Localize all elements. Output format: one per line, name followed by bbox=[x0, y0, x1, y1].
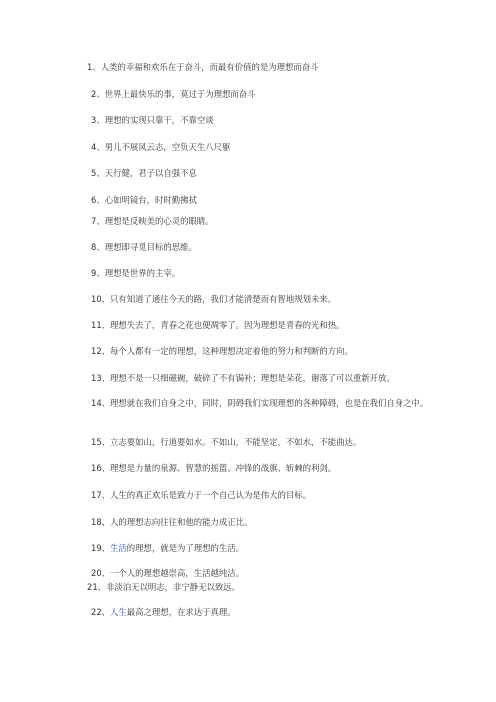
quote-19 bbox=[0, 541, 496, 555]
quote-text: 非淡泊无以明志，非宁静无以致远。 bbox=[106, 582, 241, 592]
quote-22 bbox=[0, 605, 496, 619]
quote-1 bbox=[0, 60, 496, 74]
quote-12 bbox=[0, 344, 496, 358]
quote-text: 每个人都有一定的理想，这种理想决定着他的努力和判断的方向。 bbox=[110, 346, 353, 356]
quote-link[interactable]: 生活 bbox=[110, 543, 127, 553]
quote-number: 15、 bbox=[91, 437, 111, 447]
quote-13 bbox=[0, 371, 496, 385]
quote-4 bbox=[0, 140, 496, 154]
quote-18 bbox=[0, 515, 496, 529]
quote-number: 2、 bbox=[91, 89, 105, 99]
quote-text: 人的理想志向往往和他的能力成正比。 bbox=[110, 517, 253, 527]
quote-text: 世界上最快乐的事，莫过于为理想而奋斗 bbox=[104, 89, 256, 99]
quote-text: 人生的真正欢乐是致力于一个自己认为是伟大的目标。 bbox=[110, 490, 312, 500]
quote-20 bbox=[0, 566, 496, 580]
quote-15 bbox=[0, 435, 496, 449]
quote-text: 理想是世界的主宰。 bbox=[104, 268, 181, 278]
quote-number: 11、 bbox=[91, 320, 111, 330]
quote-number: 6、 bbox=[91, 195, 105, 205]
quote-number: 18、 bbox=[91, 517, 111, 527]
quote-number: 13、 bbox=[91, 373, 111, 383]
quote-11 bbox=[0, 318, 496, 332]
quote-16 bbox=[0, 461, 496, 475]
quote-2 bbox=[0, 87, 496, 101]
quote-text: 最高之理想，在求达于真理。 bbox=[126, 607, 236, 617]
quote-number: 16、 bbox=[91, 463, 111, 473]
quote-text: 理想是力量的泉源、智慧的摇篮、冲锋的战旗、斩棘的利剑。 bbox=[110, 463, 337, 473]
quote-7 bbox=[0, 214, 496, 228]
quote-number: 10、 bbox=[91, 294, 111, 304]
quote-text: 立志要如山，行道要如水。不如山，不能坚定，不如水，不能曲达。 bbox=[110, 437, 362, 447]
quote-text: 人类的幸福和欢乐在于奋斗，而最有价值的是为理想而奋斗 bbox=[100, 62, 319, 72]
quote-3 bbox=[0, 113, 496, 127]
quote-number: 22、 bbox=[91, 607, 111, 617]
quote-number: 4、 bbox=[91, 142, 105, 152]
quote-text: 心如明镜台，时时勤拂拭 bbox=[104, 195, 197, 205]
quote-link[interactable]: 人生 bbox=[110, 607, 127, 617]
quote-6 bbox=[0, 193, 496, 207]
quote-number: 19、 bbox=[91, 543, 111, 553]
quote-text: 天行健，君子以自强不息 bbox=[104, 168, 197, 178]
quote-14 bbox=[72, 397, 482, 410]
quote-number: 1、 bbox=[87, 62, 101, 72]
quote-number: 17、 bbox=[91, 490, 111, 500]
quote-number: 21、 bbox=[87, 582, 107, 592]
quote-text: 理想是反映美的心灵的眼睛。 bbox=[104, 216, 214, 226]
quote-8 bbox=[0, 240, 496, 254]
quote-number: 14、 bbox=[91, 398, 111, 408]
quote-text: 理想就在我们自身之中，同时，阴碍我们实现理想的各种障碍，也是在我们自身之中。 bbox=[110, 398, 429, 408]
quote-number: 8、 bbox=[91, 242, 105, 252]
quote-10 bbox=[0, 292, 496, 306]
quote-number: 3、 bbox=[91, 115, 105, 125]
quote-text: 理想即寻觅目标的思维。 bbox=[104, 242, 197, 252]
quote-text: 的理想，就是为了理想的生活。 bbox=[126, 543, 245, 553]
quote-number: 12、 bbox=[91, 346, 111, 356]
quote-text: 一个人的理想越崇高，生活越纯洁。 bbox=[110, 568, 245, 578]
quote-text: 理想不是一只细磁碗，破碎了不有锔补；理想是朵花，谢落了可以重新开放。 bbox=[110, 373, 395, 383]
quote-text: 只有知道了通往今天的路，我们才能清楚而有智地规划未来。 bbox=[110, 294, 337, 304]
quote-text: 男儿不展风云志，空负天生八尺躯 bbox=[104, 142, 231, 152]
quote-21 bbox=[0, 580, 496, 594]
quote-number: 5、 bbox=[91, 168, 105, 178]
quote-text: 理想失去了，青春之花也便凋零了。因为理想是青春的光和热。 bbox=[110, 320, 345, 330]
quote-17 bbox=[0, 488, 496, 502]
quote-number: 9、 bbox=[91, 268, 105, 278]
quote-number: 7、 bbox=[91, 216, 105, 226]
quote-9 bbox=[0, 266, 496, 280]
quote-5 bbox=[0, 166, 496, 180]
quote-number: 20、 bbox=[91, 568, 111, 578]
quote-text: 理想的实现只靠干，不靠空谈 bbox=[104, 115, 214, 125]
